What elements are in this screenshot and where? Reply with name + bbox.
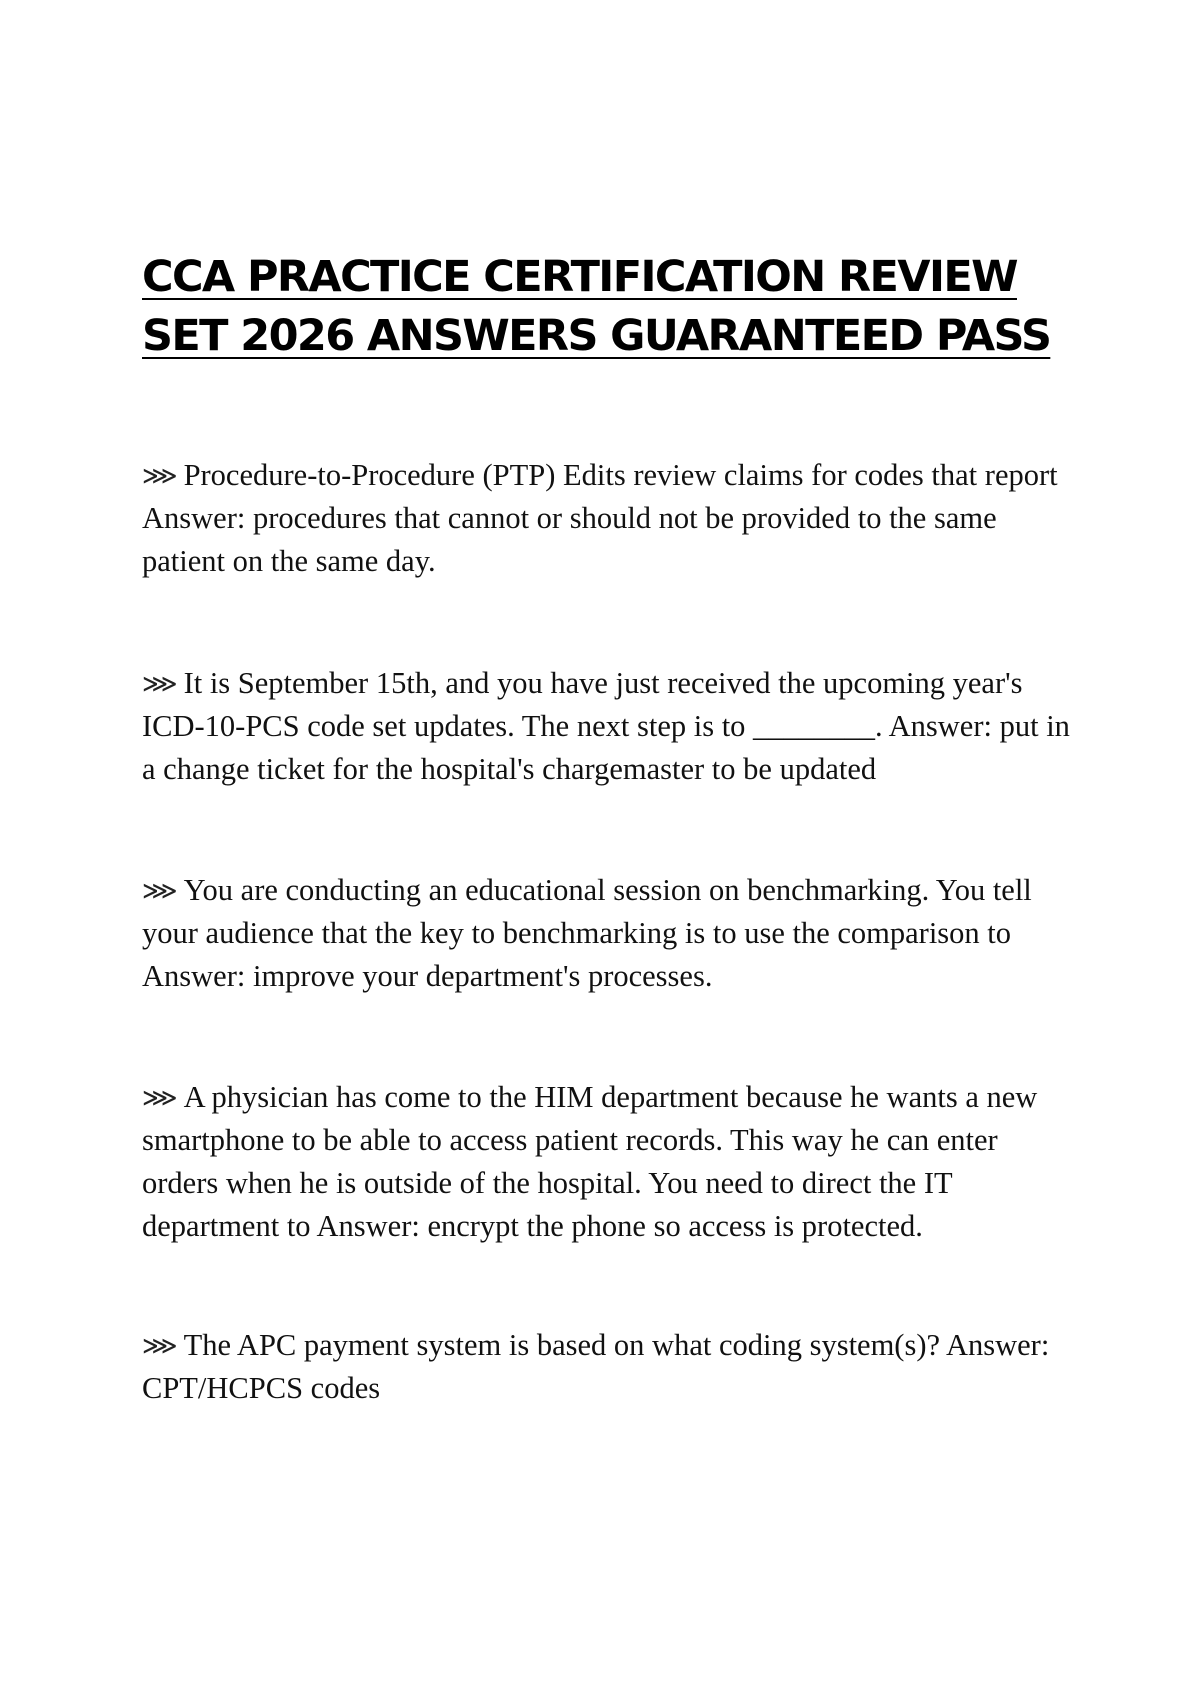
question-answer-item [142,454,1072,583]
question-answer-item [142,662,1072,791]
question-answer-item [142,1324,1072,1410]
question-answer-text: The APC payment system is based on what coding system(s)? Answer: CPT/HCPCS codes [142,1328,1050,1405]
arrow-bullet-icon: ⋙ [142,1083,178,1112]
question-answer-text: You are conducting an educational session on benchmarking. You tell your audience that the key to benchmarking is to use the comparison to Answer: improve your department's processes. [142,873,1032,993]
page-title [142,248,1062,366]
arrow-bullet-icon: ⋙ [142,669,178,698]
question-answer-item [142,1076,1072,1248]
title-line-1: CCA PRACTICE CERTIFICATION REVIEW [142,252,1017,302]
question-answer-text: It is September 15th, and you have just received the upcoming year's ICD-10-PCS code set updates. The next step is to ________. Answer: put in a change ticket for the hospital's chargemaster to be updated [142,666,1070,786]
arrow-bullet-icon: ⋙ [142,876,178,905]
title-line-2: SET 2026 ANSWERS GUARANTEED PASS [142,311,1051,361]
arrow-bullet-icon: ⋙ [142,461,178,490]
question-answer-item [142,869,1072,998]
question-answer-text: A physician has come to the HIM department because he wants a new smartphone to be able to access patient records. This way he can enter orders when he is outside of the hospital. You need to direct the IT department to Answer: encrypt the phone so access is protected. [142,1080,1038,1243]
arrow-bullet-icon: ⋙ [142,1331,178,1360]
question-answer-text: Procedure-to-Procedure (PTP) Edits review claims for codes that report Answer: procedures that cannot or should not be provided to the same patient on the same day. [142,458,1058,578]
